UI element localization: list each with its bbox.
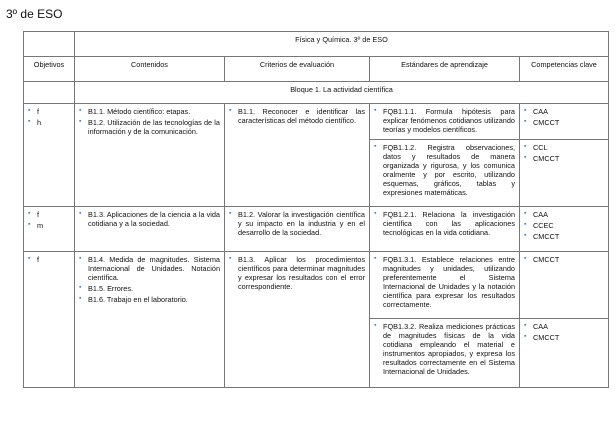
- list-item: ▪ B1.6. Trabajo en el laboratorio.: [79, 295, 220, 304]
- list-item: ▪ CMCCT: [524, 333, 604, 342]
- list-item: ▪ f: [28, 107, 70, 116]
- list-item: ▪ FQB1.3.2. Realiza mediciones prácticas de magnitudes físicas de la vida cotidiana empleando el material e instrumentos apropiados, y expresa los resultados correctamente en el Sistema Internacional de Unidades.: [374, 322, 515, 376]
- list-item: ▪ CAA: [524, 210, 604, 219]
- contenidos-cell: [75, 104, 225, 207]
- col-header-estandares: Estándares de aprendizaje: [370, 57, 520, 82]
- list-item: ▪ CAA: [524, 322, 604, 331]
- estandar-cell: [370, 140, 520, 207]
- list-item: ▪ B1.4. Medida de magnitudes. Sistema Internacional de Unidades. Notación científica.: [79, 255, 220, 282]
- empty-block-cell: [24, 82, 75, 104]
- subject-header-row: [24, 32, 609, 57]
- curriculum-table: [23, 31, 609, 388]
- table-row: [24, 252, 609, 319]
- col-header-objetivos: Objetivos: [24, 57, 75, 82]
- col-header-competencias: Competencias clave: [520, 57, 609, 82]
- estandar-cell: [370, 252, 520, 319]
- estandar-cell: [370, 104, 520, 140]
- list-item: ▪ CCL: [524, 143, 604, 152]
- list-item: ▪ CAA: [524, 107, 604, 116]
- competencias-cell: [520, 207, 609, 252]
- contenidos-cell: [75, 252, 225, 388]
- list-item: ▪ FQB1.1.1. Formula hipótesis para explicar fenómenos cotidianos utilizando teorías y modelos científicos.: [374, 107, 515, 134]
- page-title: 3º de ESO: [6, 7, 63, 21]
- block-title: Bloque 1. La actividad científica: [75, 82, 609, 104]
- list-item: ▪ CMCCT: [524, 232, 604, 241]
- list-item: ▪ h: [28, 118, 70, 127]
- competencias-cell: [520, 319, 609, 388]
- column-header-row: [24, 57, 609, 82]
- list-item: ▪ f: [28, 255, 70, 264]
- col-header-criterios: Criterios de evaluación: [225, 57, 370, 82]
- list-item: ▪ B1.3. Aplicar los procedimientos científicos para determinar magnitudes y expresar los resultados con el error correspondiente.: [229, 255, 365, 291]
- objetivos-cell: [24, 104, 75, 207]
- list-item: ▪ B1.3. Aplicaciones de la ciencia a la vida cotidiana y a la sociedad.: [79, 210, 220, 228]
- list-item: ▪ B1.1. Método científico: etapas.: [79, 107, 220, 116]
- criterio-cell: [225, 252, 370, 388]
- empty-header-cell: [24, 32, 75, 57]
- objetivos-cell: [24, 252, 75, 388]
- list-item: ▪ FQB1.3.1. Establece relaciones entre magnitudes y unidades, utilizando preferentemente el Sistema Internacional de Unidades y la notación científica para expresar los resultados correctamente.: [374, 255, 515, 309]
- list-item: ▪ B1.2. Valorar la investigación científica y su impacto en la industria y en el desarrollo de la sociedad.: [229, 210, 365, 237]
- list-item: ▪ B1.5. Errores.: [79, 284, 220, 293]
- competencias-cell: [520, 252, 609, 319]
- list-item: ▪ CMCCT: [524, 154, 604, 163]
- list-item: ▪ CMCCT: [524, 255, 604, 264]
- list-item: ▪ f: [28, 210, 70, 219]
- contenidos-cell: [75, 207, 225, 252]
- competencias-cell: [520, 140, 609, 207]
- list-item: ▪ B1.2. Utilización de las tecnologías de la información y de la comunicación.: [79, 118, 220, 136]
- estandar-cell: [370, 207, 520, 252]
- table-row: [24, 207, 609, 252]
- estandar-cell: [370, 319, 520, 388]
- table-row: [24, 104, 609, 140]
- subject-header: Física y Química. 3º de ESO: [75, 32, 609, 57]
- list-item: ▪ CMCCT: [524, 118, 604, 127]
- list-item: ▪ FQB1.2.1. Relaciona la investigación científica con las aplicaciones tecnológicas en la vida cotidiana.: [374, 210, 515, 237]
- criterio-cell: [225, 207, 370, 252]
- objetivos-cell: [24, 207, 75, 252]
- list-item: ▪ B1.1. Reconocer e identificar las características del método científico.: [229, 107, 365, 125]
- list-item: ▪ m: [28, 221, 70, 230]
- criterio-cell: [225, 104, 370, 207]
- list-item: ▪ FQB1.1.2. Registra observaciones, datos y resultados de manera organizada y rigurosa, y los comunica oralmente y por escrito, utilizando esquemas, gráficos, tablas y expresiones matemáticas.: [374, 143, 515, 197]
- competencias-cell: [520, 104, 609, 140]
- list-item: ▪ CCEC: [524, 221, 604, 230]
- col-header-contenidos: Contenidos: [75, 57, 225, 82]
- block-title-row: [24, 82, 609, 104]
